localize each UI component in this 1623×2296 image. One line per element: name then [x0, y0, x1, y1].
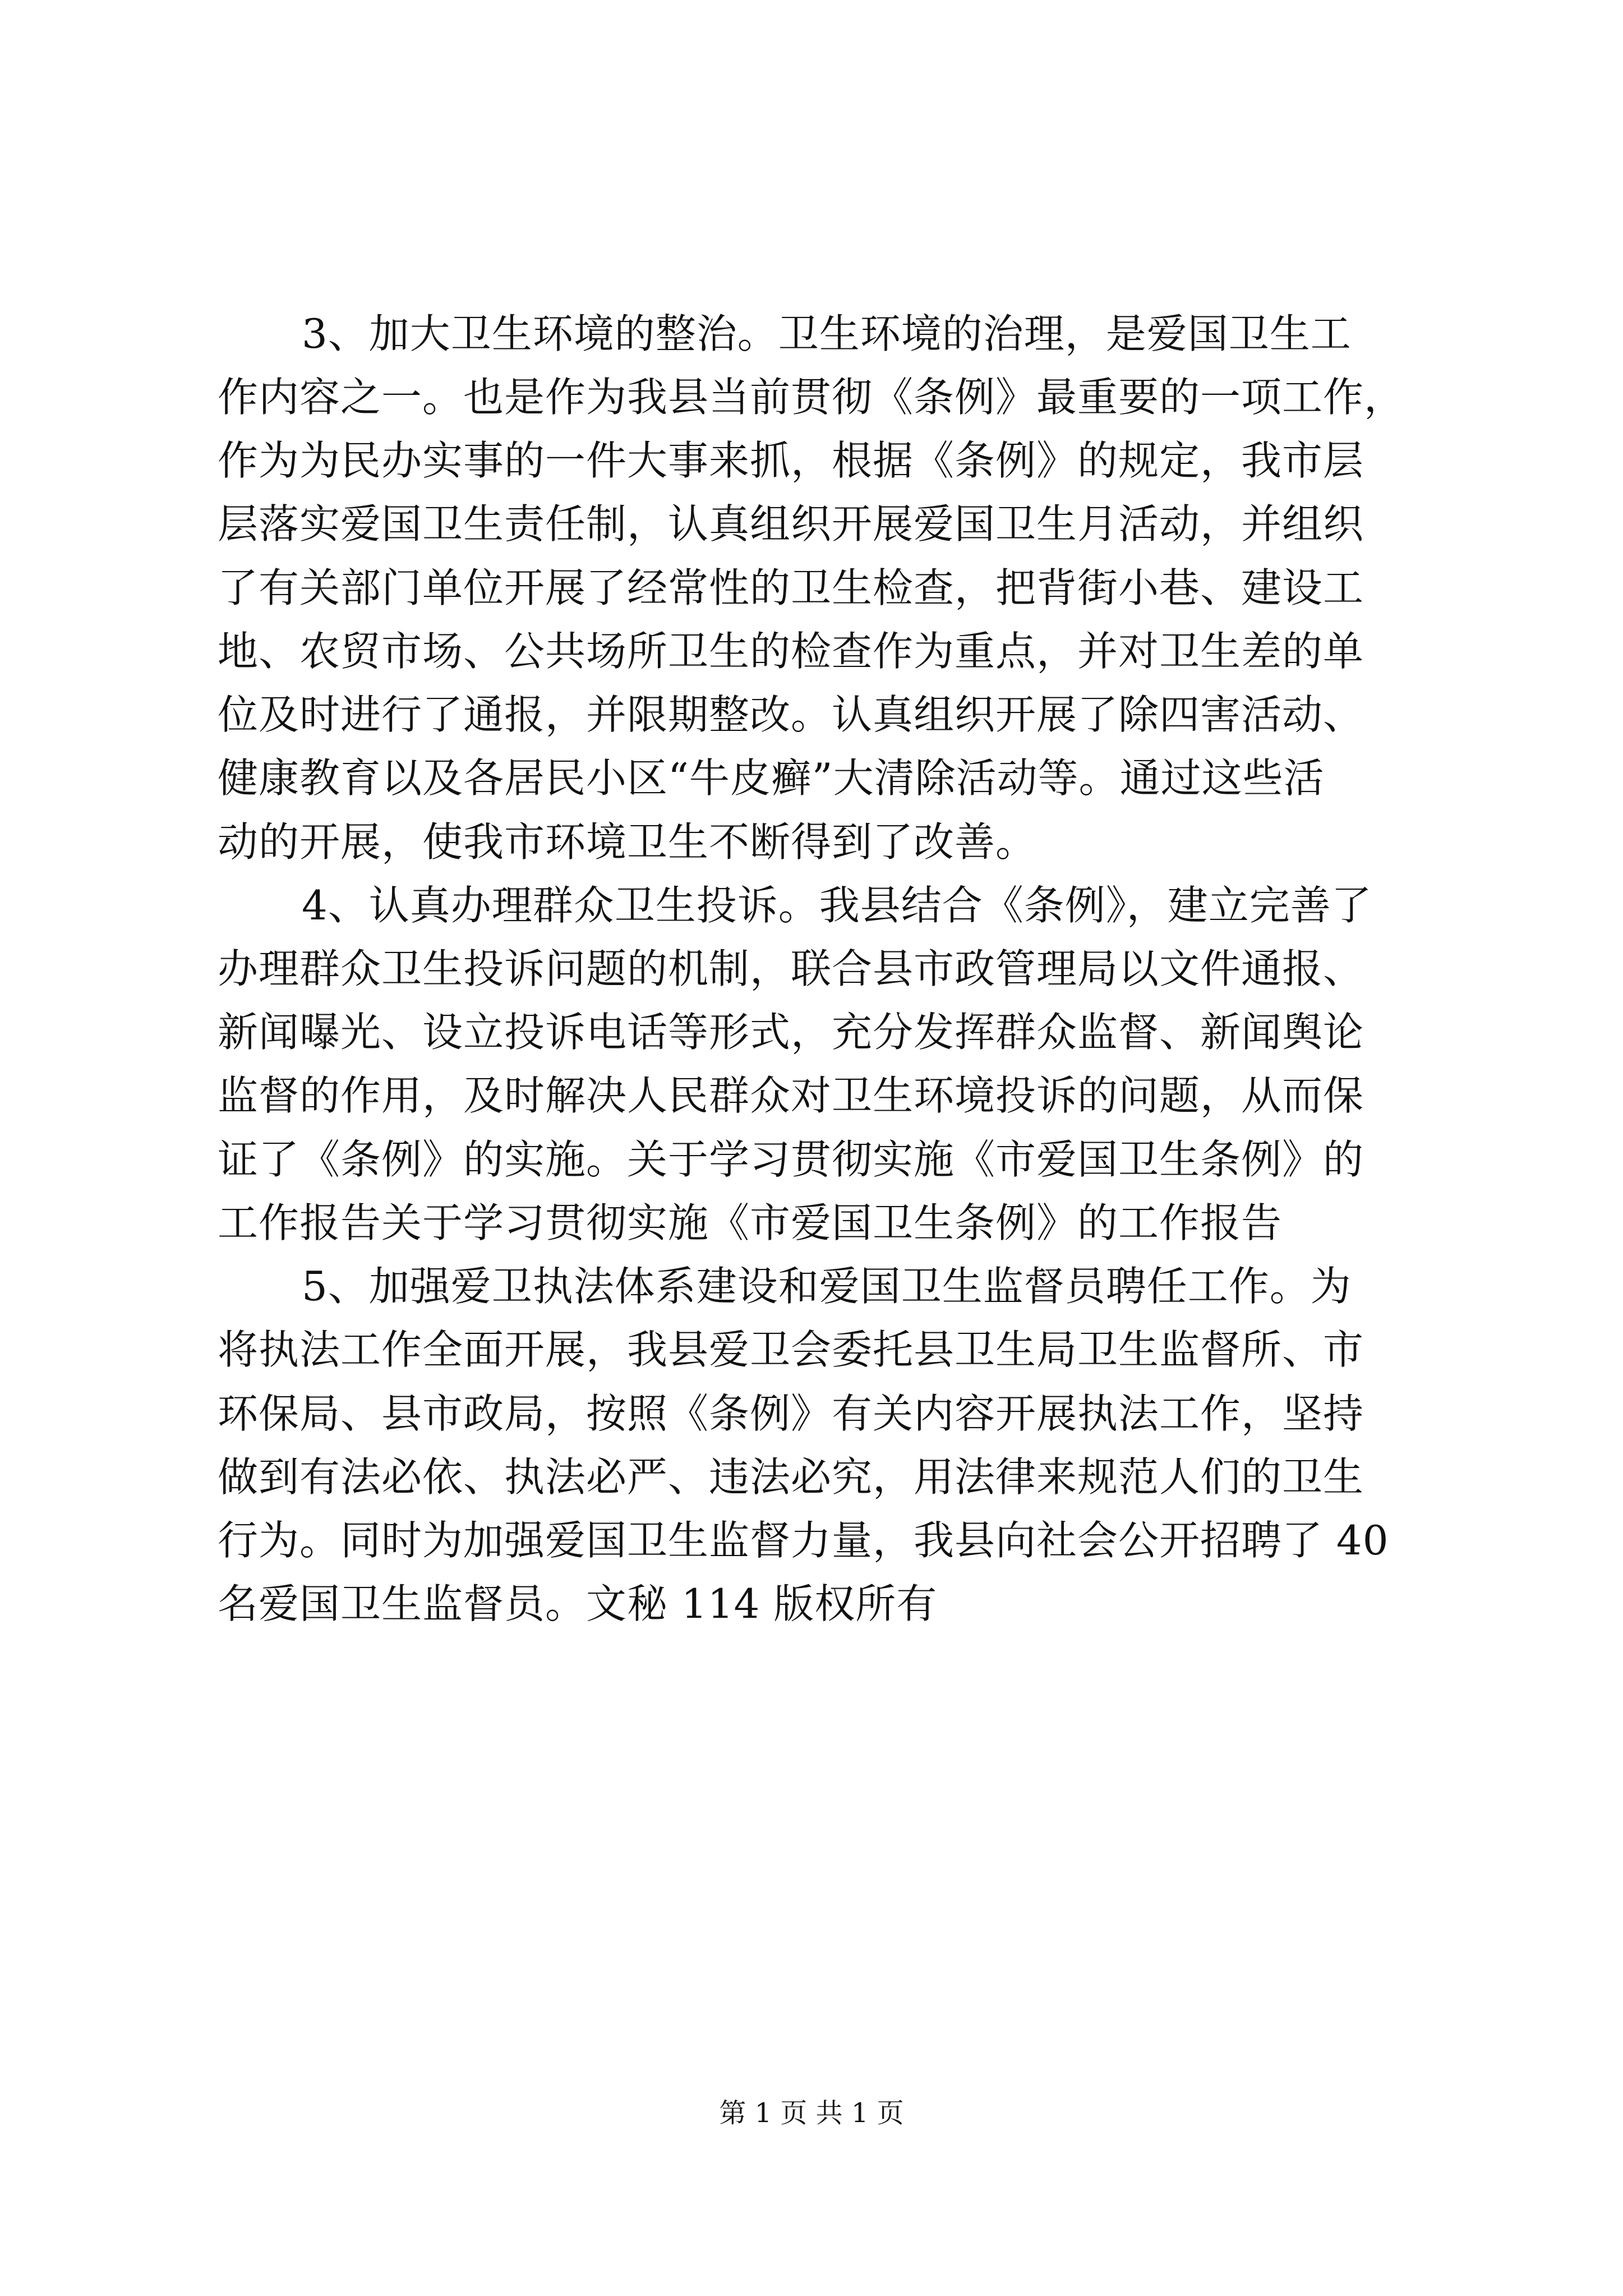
paragraph-5-line-3: 环保局、县市政局，按照《条例》有关内容开展执法工作，坚持 — [218, 1390, 1364, 1437]
paragraph-3-line-9: 动的开展，使我市环境卫生不断得到了改善。 — [218, 818, 1037, 866]
paragraph-4-line-4: 监督的作用，及时解决人民群众对卫生环境投诉的问题，从而保 — [218, 1072, 1364, 1119]
paragraph-4-line-3: 新闻曝光、设立投诉电话等形式，充分发挥群众监督、新闻舆论 — [218, 1009, 1364, 1056]
paragraph-4-line-1: 4、认真办理群众卫生投诉。我县结合《条例》，建立完善了 — [302, 882, 1372, 929]
paragraph-3-line-1: 3、加大卫生环境的整治。卫生环境的治理，是爱国卫生工 — [302, 310, 1352, 357]
paragraph-4-line-6: 工作报告关于学习贯彻实施《市爱国卫生条例》的工作报告 — [218, 1199, 1283, 1246]
paragraph-3-line-8: 健康教育以及各居民小区“牛皮癣”大清除活动等。通过这些活 — [218, 754, 1325, 802]
paragraph-5-line-2: 将执法工作全面开展，我县爱卫会委托县卫生局卫生监督所、市 — [218, 1326, 1364, 1373]
paragraph-3-line-2: 作内容之一。也是作为我县当前贯彻《条例》最重要的一项工作， — [218, 374, 1405, 421]
paragraph-3-line-7: 位及时进行了通报，并限期整改。认真组织开展了除四害活动、 — [218, 691, 1364, 738]
page-number-footer: 第 1 页 共 1 页 — [719, 2097, 904, 2129]
paragraph-5-line-4: 做到有法必依、执法必严、违法必究，用法律来规范人们的卫生 — [218, 1453, 1364, 1501]
paragraph-3-line-5: 了有关部门单位开展了经常性的卫生检查，把背街小巷、建设工 — [218, 564, 1364, 611]
paragraph-5-line-5: 行为。同时为加强爱国卫生监督力量，我县向社会公开招聘了 40 — [218, 1517, 1389, 1564]
paragraph-4-line-2: 办理群众卫生投诉问题的机制，联合县市政管理局以文件通报、 — [218, 945, 1364, 992]
paragraph-3-line-4: 层落实爱国卫生责任制，认真组织开展爱国卫生月活动，并组织 — [218, 500, 1364, 547]
paragraph-5-line-1: 5、加强爱卫执法体系建设和爱国卫生监督员聘任工作。为 — [302, 1263, 1352, 1310]
paragraph-3-line-3: 作为为民办实事的一件大事来抓，根据《条例》的规定，我市层 — [218, 437, 1364, 484]
paragraph-4-line-5: 证了《条例》的实施。关于学习贯彻实施《市爱国卫生条例》的 — [218, 1136, 1364, 1183]
paragraph-3-line-6: 地、农贸市场、公共场所卫生的检查作为重点，并对卫生差的单 — [218, 628, 1364, 675]
paragraph-5-line-6: 名爱国卫生监督员。文秘 114 版权所有 — [218, 1580, 938, 1627]
